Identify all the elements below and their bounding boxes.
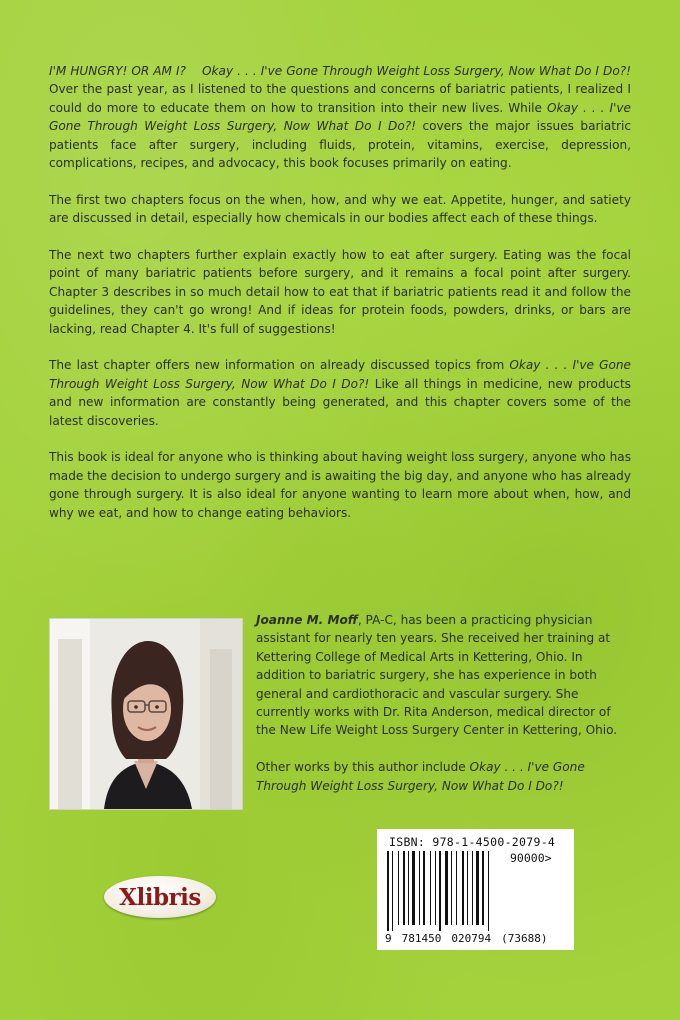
- blurb-text: covers the major issues bariatric patients face after surgery, including fluids, protein, vitamins, exercise, depression, complications, recipes, and advocacy, this book focuses primarily on eating.: [49, 119, 631, 171]
- other-works-title: Okay . . . I've Gone Through Weight Loss Surgery, Now What Do I Do?!: [256, 760, 585, 793]
- barcode-digit-group: 9: [385, 932, 392, 945]
- barcode-digit-group: (73688): [501, 932, 548, 945]
- author-portrait-icon: [50, 619, 242, 809]
- other-works: [256, 758, 632, 795]
- author-bio-text: , PA-C, has been a practicing physician assistant for nearly ten years. She received her training at Kettering College of Medical Arts in Kettering, Ohio. In addition to bariatric surgery, she has experience in both general and cardiothoracic and vascular surgery. She currently works with Dr. Rita Anderson, medical director of the New Life Weight Loss Surgery Center in Kettering, Ohio.: [256, 613, 618, 738]
- barcode-bars-icon: [385, 851, 505, 931]
- book-blurb: [49, 62, 631, 540]
- blurb-text: Over the past year, as I listened to the questions and concerns of bariatric patients, I realized I could do more to educate them on how to transition into their new lives. While: [49, 82, 631, 115]
- blurb-lead: I'M HUNGRY! OR AM I?: [49, 64, 186, 78]
- book-title-ref: Okay . . . I've Gone Through Weight Loss Surgery, Now What Do I Do?!: [49, 358, 631, 391]
- blurb-paragraph-4: [49, 356, 631, 430]
- publisher-logo: [104, 876, 216, 918]
- blurb-text: The last chapter offers new information on already discussed topics from: [49, 358, 510, 373]
- blurb-paragraph-2: The first two chapters focus on the when, how, and why we eat. Appetite, hunger, and satiety are discussed in detail, especially how chemicals in our bodies affect each of these things.: [49, 192, 631, 226]
- other-works-lead: Other works by this author include: [256, 760, 470, 775]
- blurb-paragraph-5: This book is ideal for anyone who is thinking about having weight loss surgery, anyone who has made the decision to undergo surgery and is awaiting the big day, and anyone who has already gone through surgery. It is also ideal for anyone wanting to learn more about when, how, and why we eat, and how to change eating behaviors.: [49, 450, 631, 520]
- blurb-text: Like all things in medicine, new products and new information are constantly being generated, and this chapter covers some of the latest discoveries.: [49, 376, 631, 428]
- book-title-ref: Okay . . . I've Gone Through Weight Loss Surgery, Now What Do I Do?!: [202, 64, 631, 78]
- price-code: 90000>: [510, 851, 552, 865]
- isbn-barcode: [377, 829, 574, 950]
- blurb-paragraph-1: [49, 62, 631, 172]
- author-photo: [49, 618, 243, 810]
- isbn-number: ISBN: 978-1-4500-2079-4: [389, 835, 556, 849]
- author-name: Joanne M. Moff: [256, 613, 358, 627]
- author-bio: [256, 611, 632, 813]
- book-title-ref: Okay . . . I've Gone Through Weight Loss Surgery, Now What Do I Do?!: [49, 100, 631, 134]
- barcode-digit-group: 781450: [401, 932, 442, 945]
- publisher-logo-text: Xlibris: [119, 883, 201, 911]
- author-bio-paragraph: [256, 611, 632, 740]
- barcode-digits: [385, 932, 547, 945]
- blurb-paragraph-3: The next two chapters further explain exactly how to eat after surgery. Eating was the focal point of many bariatric patients before surgery, and it remains a focal point after surgery. Chapter 3 describes in so much detail how to eat that if bariatric patients read it and follow the guidelines, they can't go wrong! And if ideas for protein foods, powders, drinks, or bars are lacking, read Chapter 4. It's full of suggestions!: [49, 248, 631, 336]
- barcode-digit-group: 020794: [451, 932, 492, 945]
